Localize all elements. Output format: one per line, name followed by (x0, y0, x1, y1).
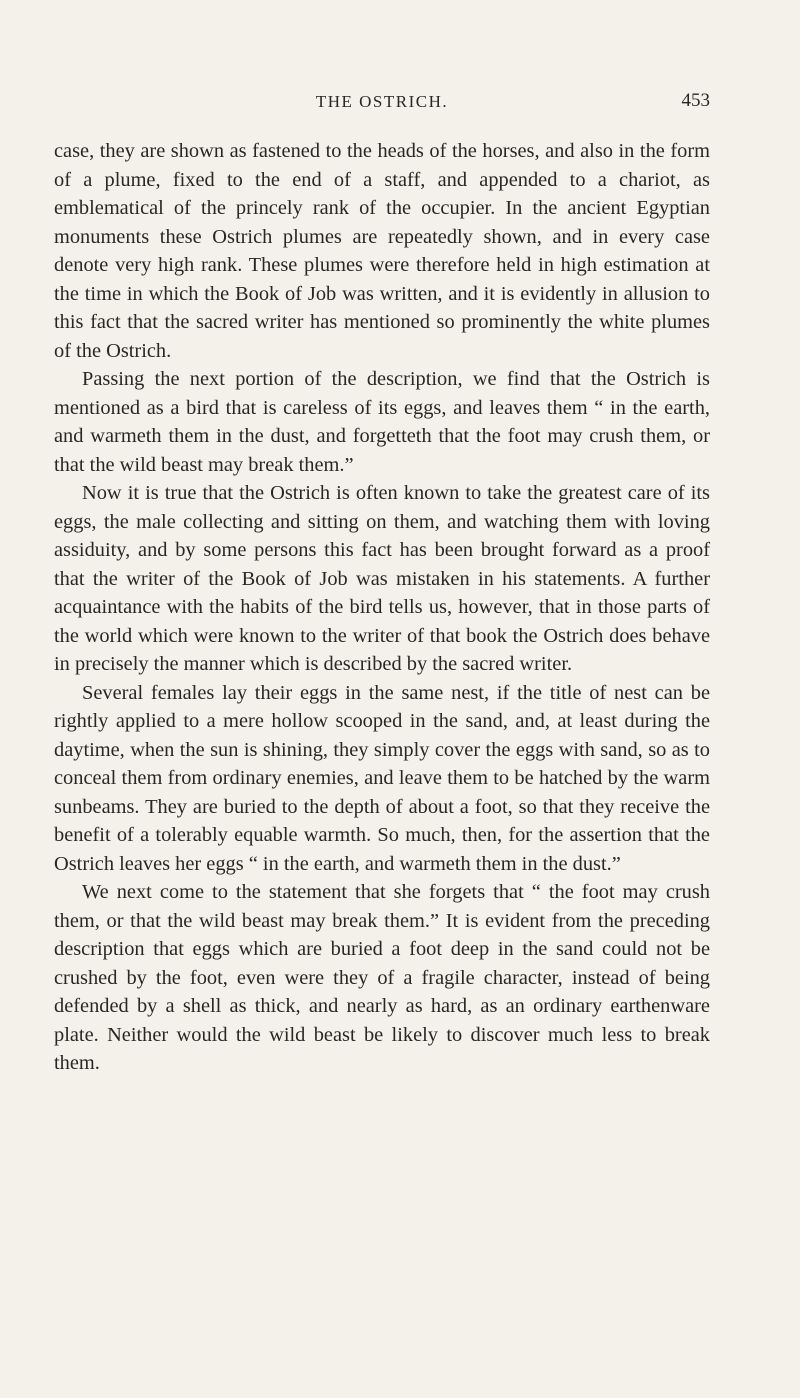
running-head (54, 92, 710, 122)
paragraph-2: Passing the next portion of the description, we find that the Ostrich is mentioned as a bird that is careless of its eggs, and leaves them “ in the earth, and warmeth them in the dust, and forgetteth that the foot may crush them, or that the wild beast may break them.” (54, 368, 710, 476)
body-text (54, 137, 710, 1078)
paragraph-4: Several females lay their eggs in the same nest, if the title of nest can be rightly applied to a mere hollow scooped in the sand, and, at least during the daytime, when the sun is shining, they simply cover the eggs with sand, so as to conceal them from ordinary enemies, and leave them to be hatched by the warm sunbeams. They are buried to the depth of about a foot, so that they receive the benefit of a tolerably equable warmth. So much, then, for the assertion that the Ostrich leaves her eggs “ in the earth, and warmeth them in the dust.” (54, 681, 710, 875)
running-title: THE OSTRICH. (315, 92, 449, 111)
page-number: 453 (681, 90, 710, 111)
paragraph-5: We next come to the statement that she forgets that “ the foot may crush them, or that the wild beast may break them.” It is evident from the preceding description that eggs which are buried a foot deep in the sand could not be crushed by the foot, even were they of a fragile character, instead of being defended by a shell as thick, and nearly as hard, as an ordinary earthenware plate. Neither would the wild beast be likely to discover much less to break them. (54, 881, 710, 1074)
paragraph-1: case, they are shown as fastened to the heads of the horses, and also in the form of a plume, fixed to the end of a staff, and appended to a chariot, as emblematical of the princely rank of the occupier. In the ancient Egyptian monuments these Ostrich plumes are repeatedly shown, and in every case denote very high rank. These plumes were therefore held in high estimation at the time in which the Book of Job was written, and it is evidently in allusion to this fact that the sacred writer has mentioned so prominently the white plumes of the Ostrich. (54, 140, 710, 362)
paragraph-3: Now it is true that the Ostrich is often known to take the greatest care of its eggs, the male collecting and sitting on them, and watching them with loving assiduity, and by some persons this fact has been brought forward as a proof that the writer of the Book of Job was mistaken in his statements. A further acquaintance with the habits of the bird tells us, however, that in those parts of the world which were known to the writer of that book the Ostrich does behave in precisely the manner which is described by the sacred writer. (54, 482, 710, 675)
